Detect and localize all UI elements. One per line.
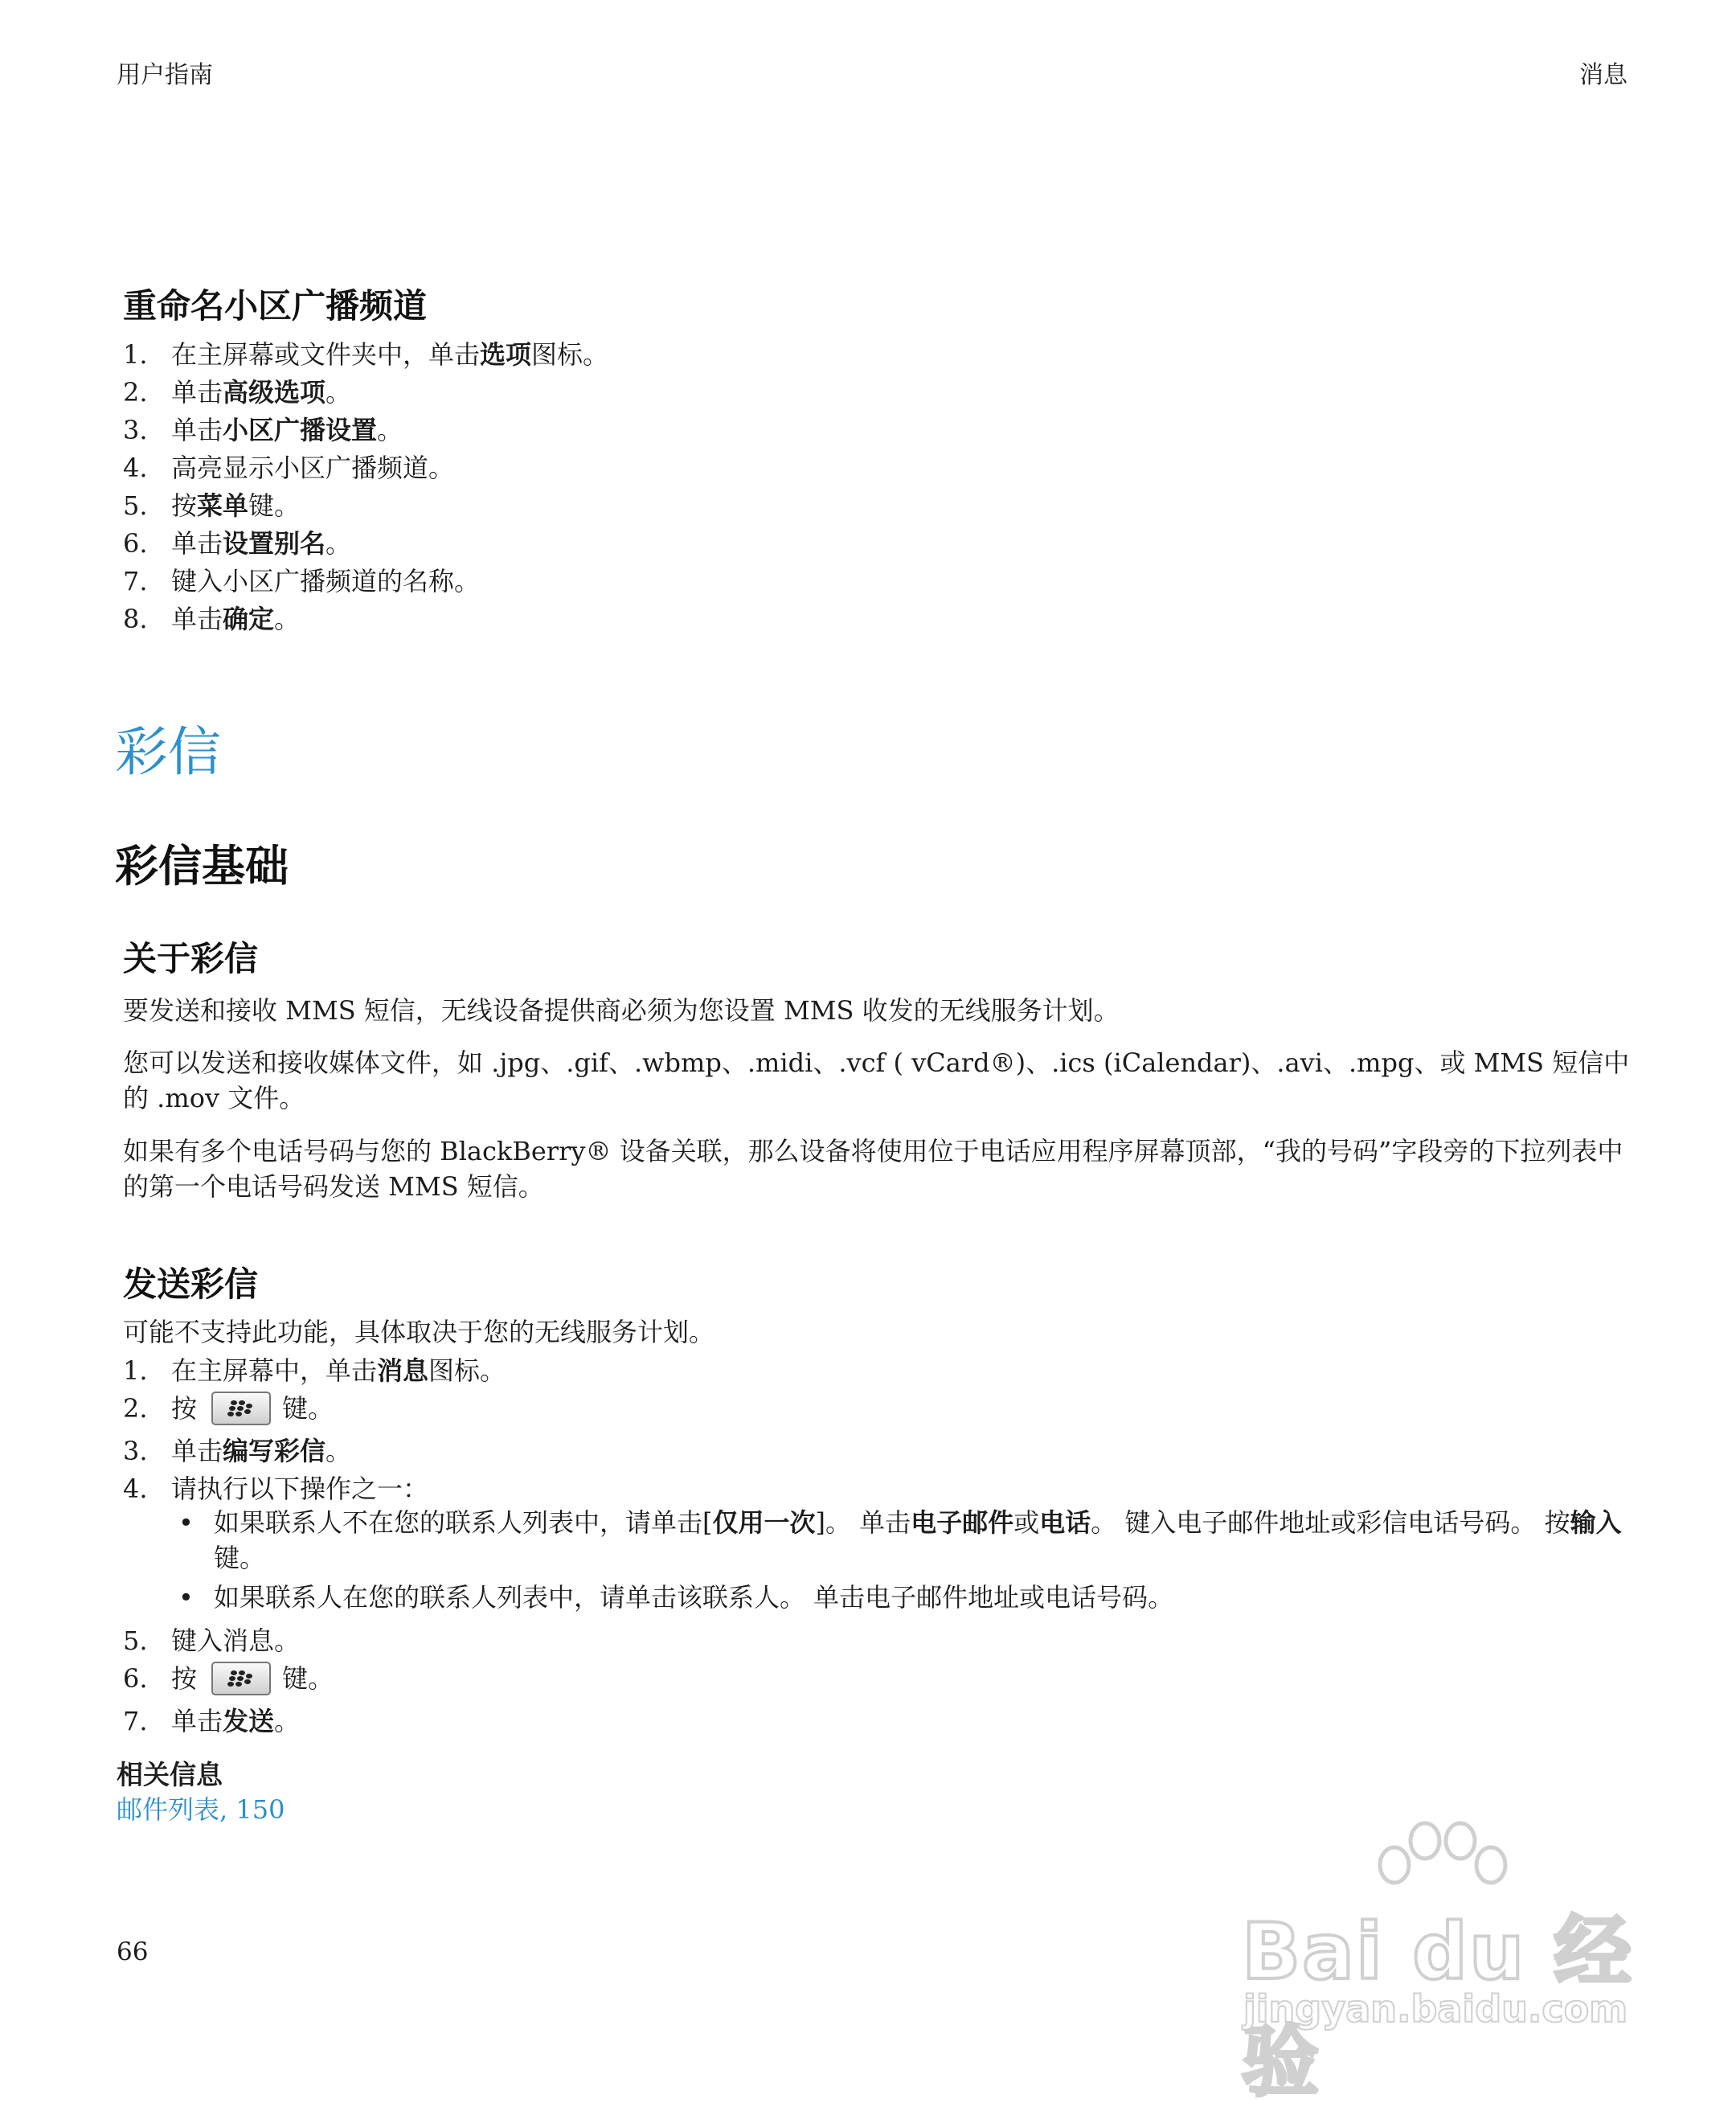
rename-section-title: 重命名小区广播频道	[123, 286, 428, 326]
send-step-6: 6. 按 键。	[123, 1658, 334, 1698]
rename-step-3: 3. 单击小区广播设置。	[123, 415, 403, 445]
blackberry-menu-key-icon	[211, 1662, 271, 1695]
related-link-message-list[interactable]: 邮件列表, 150	[117, 1794, 285, 1825]
rename-step-2: 2. 单击高级选项。	[123, 377, 352, 408]
send-mms-title: 发送彩信	[123, 1265, 259, 1304]
watermark-url: jingyan.baidu.com	[1243, 1987, 1628, 2031]
about-mms-title: 关于彩信	[123, 939, 259, 978]
baidu-jingyan-watermark	[1234, 1825, 1652, 2107]
send-step-1: 1. 在主屏幕中，单击消息图标。	[123, 1355, 506, 1386]
send-option-bullet-1: • 如果联系人不在您的联系人列表中，请单击[仅用一次]。 单击电子邮件或电话。 键入电子邮件地址或彩信电话号码。 按输入键。	[178, 1507, 1622, 1573]
rename-step-4: 4. 高亮显示小区广播频道。	[123, 453, 455, 483]
section-title: 彩信基础	[115, 841, 289, 892]
rename-step-6: 6. 单击设置别名。	[123, 528, 352, 559]
send-step-2: 2. 按 键。	[123, 1388, 334, 1428]
send-step-3: 3. 单击编写彩信。	[123, 1436, 352, 1466]
send-step-5: 5. 键入消息。	[123, 1625, 301, 1656]
watermark-main-text: Bai du 经验	[1242, 1907, 1633, 2107]
send-step-7: 7. 单击发送。	[123, 1706, 301, 1736]
blackberry-menu-key-icon	[211, 1392, 271, 1425]
related-info-title: 相关信息	[117, 1759, 223, 1790]
send-option-bullet-2: • 如果联系人在您的联系人列表中，请单击该联系人。 单击电子邮件地址或电话号码。	[178, 1582, 1174, 1613]
about-paragraph-2: 您可以发送和接收媒体文件，如 .jpg、.gif、.wbmp、.midi、.vcf ( vCard®)、.ics (iCalendar)、.avi、.mpg、或 MMS 短信中的 .mov 文件。	[123, 1047, 1630, 1113]
send-step-4: 4. 请执行以下操作之一：	[123, 1474, 429, 1504]
rename-step-5: 5. 按菜单键。	[123, 490, 301, 521]
header-chapter: 消息	[1579, 61, 1628, 89]
send-intro: 可能不支持此功能，具体取决于您的无线服务计划。	[123, 1317, 715, 1347]
about-paragraph-1: 要发送和接收 MMS 短信，无线设备提供商必须为您设置 MMS 收发的无线服务计划。	[123, 995, 1120, 1026]
rename-step-7: 7. 键入小区广播频道的名称。	[123, 566, 481, 596]
rename-step-8: 8. 单击确定。	[123, 604, 301, 634]
rename-step-1: 1. 在主屏幕或文件夹中，单击选项图标。	[123, 339, 609, 370]
header-doc-title: 用户指南	[117, 61, 213, 89]
chapter-title: 彩信	[115, 721, 221, 783]
page-number: 66	[117, 1937, 149, 1966]
about-paragraph-3: 如果有多个电话号码与您的 BlackBerry® 设备关联，那么设备将使用位于电话应用程序屏幕顶部，“我的号码”字段旁的下拉列表中的第一个电话号码发送 MMS 短信。	[123, 1136, 1623, 1202]
